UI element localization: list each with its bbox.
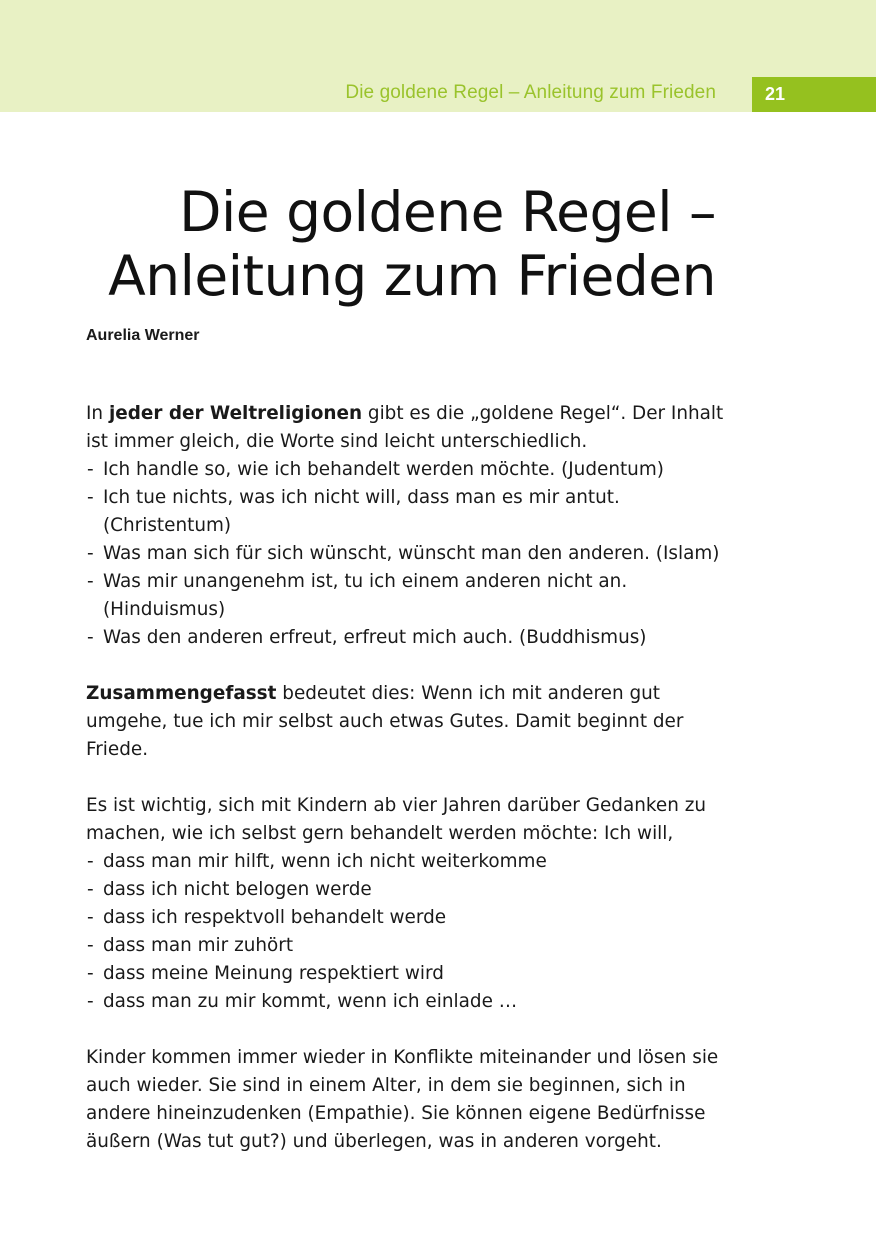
- article-title-line-2: Anleitung zum Frieden: [108, 244, 716, 308]
- golden-rule-list: [86, 456, 726, 652]
- summary-bold: Zusammengefasst: [86, 683, 277, 704]
- list-item: - dass ich respektvoll behandelt werde: [86, 904, 726, 932]
- list-item: - Was man sich für sich wünscht, wünscht man den anderen. (Islam): [86, 540, 726, 568]
- author: Aurelia Werner: [86, 327, 200, 344]
- wishes-intro: Es ist wichtig, sich mit Kindern ab vier Jahren darüber Gedanken zu machen, wie ich selbst gern behandelt werden möchte: Ich will,: [86, 795, 707, 844]
- running-title: Die goldene Regel – Anleitung zum Frieden: [345, 82, 716, 103]
- intro-rest: gibt es die „goldene Regel“. Der Inhalt ist immer gleich, die Worte sind leicht unterschiedlich.: [86, 403, 724, 452]
- summary-rest: bedeutet dies: Wenn ich mit anderen gut umgehe, tue ich mir selbst auch etwas Gutes. Damit beginnt der Friede.: [86, 683, 684, 760]
- intro-paragraph: [86, 400, 726, 456]
- list-item: - dass man zu mir kommt, wenn ich einlade …: [86, 988, 726, 1016]
- list-item: - dass man mir zuhört: [86, 932, 726, 960]
- list-item: - dass ich nicht belogen werde: [86, 876, 726, 904]
- list-item: - Was den anderen erfreut, erfreut mich auch. (Buddhismus): [86, 624, 726, 652]
- list-item: - dass man mir hilft, wenn ich nicht weiterkomme: [86, 848, 726, 876]
- paragraph-gap: [86, 652, 726, 680]
- paragraph-gap: [86, 1016, 726, 1044]
- closing-paragraph: Kinder kommen immer wieder in Konflikte miteinander und lösen sie auch wieder. Sie sind in einem Alter, in dem sie beginnen, sich in andere hineinzudenken (Empathie). Sie können eigene Bedürfnisse äußern (Was tut gut?) und überlegen, was in anderen vorgeht.: [86, 1047, 719, 1152]
- list-item: - dass meine Meinung respektiert wird: [86, 960, 726, 988]
- wishes-list: [86, 848, 726, 1016]
- intro-bold: jeder der Weltreligionen: [108, 403, 363, 424]
- list-item: - Was mir unangenehm ist, tu ich einem anderen nicht an. (Hinduismus): [86, 568, 726, 624]
- article-title: [76, 180, 716, 308]
- article-body: [86, 400, 726, 1156]
- list-item: - Ich handle so, wie ich behandelt werden möchte. (Judentum): [86, 456, 726, 484]
- intro-prefix: In: [86, 403, 109, 424]
- list-item: - Ich tue nichts, was ich nicht will, dass man es mir antut. (Christentum): [86, 484, 726, 540]
- article-title-line-1: Die goldene Regel –: [179, 180, 716, 244]
- page-number: 21: [765, 84, 786, 104]
- paragraph-gap: [86, 764, 726, 792]
- page-number-box: [752, 77, 876, 112]
- summary-paragraph: [86, 680, 726, 764]
